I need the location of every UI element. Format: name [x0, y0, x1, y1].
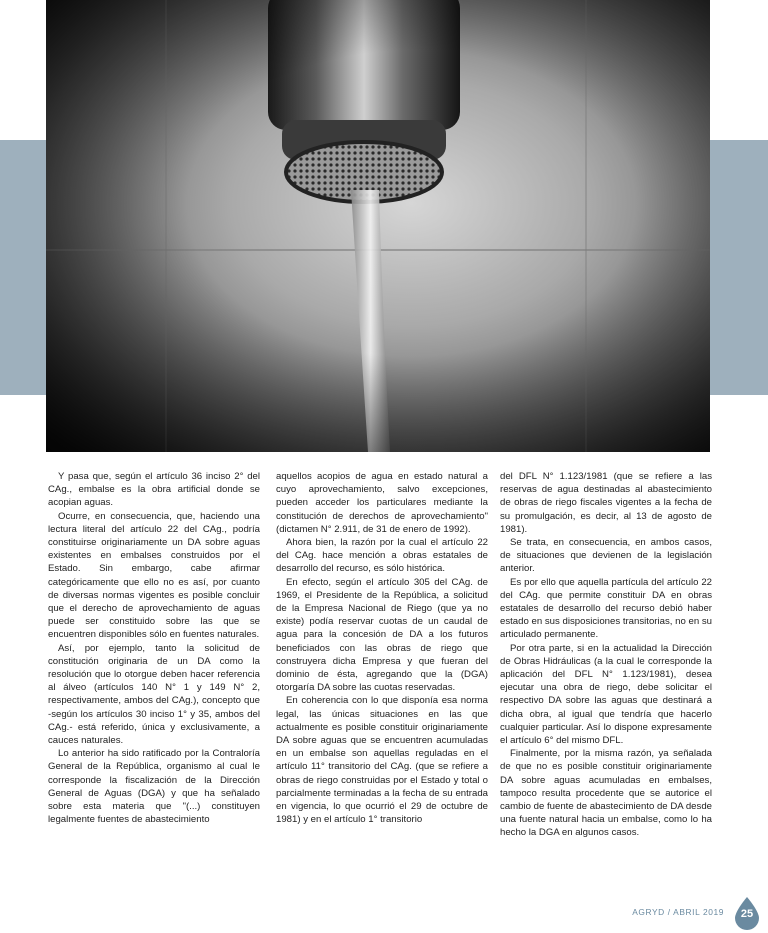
paragraph: Finalmente, por la misma razón, ya señalada de que no es posible constituir originariamente DA sobre aguas acumuladas en embalses, tampoco resulta procedente que se autorice el cambio de fuente de abastecimiento de DA desde una fuente natural hacia un embalse, como lo ha hecho la DGA en algunos casos.: [500, 748, 712, 839]
paragraph: En coherencia con lo que disponía esa norma legal, las únicas situaciones en las que actualmente es posible constituir originariamente DA sobre aguas que se encuentren acumuladas en un embalse son aquellas reguladas en el artículo 11° transitorio del CAg. (que se refiere a obras de riego construidas por el Estado y total o parcialmente terminadas a la fecha de su entrada en vigencia, lo que ocurrió el 29 de octubre de 1981) y en el artículo 1° transitorio: [276, 695, 488, 826]
paragraph: aquellos acopios de agua en estado natural a cuyo aprovechamiento, salvo excepciones, pueden acceder los particulares mediante la constitución de derechos de aprovechamiento" (dictamen N° 2.911, de 31 de enero de 1992).: [276, 471, 488, 535]
text-column-1: [48, 470, 260, 826]
page-number: 25: [740, 908, 754, 920]
paragraph: Ahora bien, la razón por la cual el artículo 22 del CAg. hace mención a obras estatales de desarrollo del recurso, es sólo histórica.: [276, 537, 488, 575]
faucet-photo: [46, 0, 710, 452]
text-column-3: [500, 470, 712, 840]
text-column-2: [276, 470, 488, 826]
paragraph: del DFL N° 1.123/1981 (que se refiere a las reservas de agua destinadas al abastecimiento de obras de riego fiscales vigentes a la fecha de su promulgación, es decir, al 13 de agosto de 1981).: [500, 471, 712, 535]
paragraph: Por otra parte, si en la actualidad la Dirección de Obras Hidráulicas (a la cual le corresponde la aplicación del DFL N° 1.123/1981), desea ejecutar una obra de riego, debe solicitar el respectivo DA sobre las aguas que destinará a dicha obra, al igual que tendría que hacerlo cualquier particular. Así lo dispone expresamente el artículo 6° del mismo DFL.: [500, 642, 712, 747]
paragraph: Así, por ejemplo, tanto la solicitud de constitución originaria de un DA como la resolución que lo otorgue deben hacer referencia al álveo (artículos 140 N° 1 y 149 N° 2, respectivamente, ambos del CAg.), concepto que -según los artículos 30 inciso 1° y 35, ambos del CAg.- está referido, única y exclusivamente, a cauces naturales.: [48, 642, 260, 747]
paragraph: Y pasa que, según el artículo 36 inciso 2° del CAg., embalse es la obra artificial donde se acopian aguas.: [48, 471, 260, 509]
paragraph: En efecto, según el artículo 305 del CAg. de 1969, el Presidente de la República, a solicitud de la Empresa Nacional de Riego (que ya no existe) podía reservar cuotas de un caudal de agua para la concesión de DA a los futuros beneficiados con las obras de riego que construyera dicha Empresa y que fueran del dominio de ésta, agregando que la (DGA) otorgaría DA sobre las cuotas reservadas.: [276, 576, 488, 694]
paragraph: Ocurre, en consecuencia, que, haciendo una lectura literal del artículo 22 del CAg., podría constituirse originariamente un DA sobre aguas existentes en embalses construidos por el Estado. Sin embargo, cabe afirmar categóricamente que ello no es así, por cuanto de diversas normas vigentes es posible concluir que el derecho de aprovechamiento de aguas puede ser constituido sobre las que se encuentren disponibles sólo en fuentes naturales.: [48, 510, 260, 641]
paragraph: Lo anterior ha sido ratificado por la Contraloría General de la República, organismo al cual le corresponde la fiscalización de la Dirección General de Aguas (DGA) y que ha señalado sobre esta materia que "(...) constituyen legalmente fuentes de abastecimiento: [48, 748, 260, 826]
right-accent-band: [710, 140, 768, 395]
left-accent-band: [0, 140, 46, 395]
paragraph: Es por ello que aquella partícula del artículo 22 del CAg. que permite constituir DA en obras estatales de desarrollo del recurso debió haber estado en sus disposiciones transitorias, no en su articulado permanente.: [500, 576, 712, 641]
paragraph: Se trata, en consecuencia, en ambos casos, de situaciones que devienen de la legislación anterior.: [500, 537, 712, 575]
footer-publication-label: AGRYD / ABRIL 2019: [632, 907, 724, 917]
